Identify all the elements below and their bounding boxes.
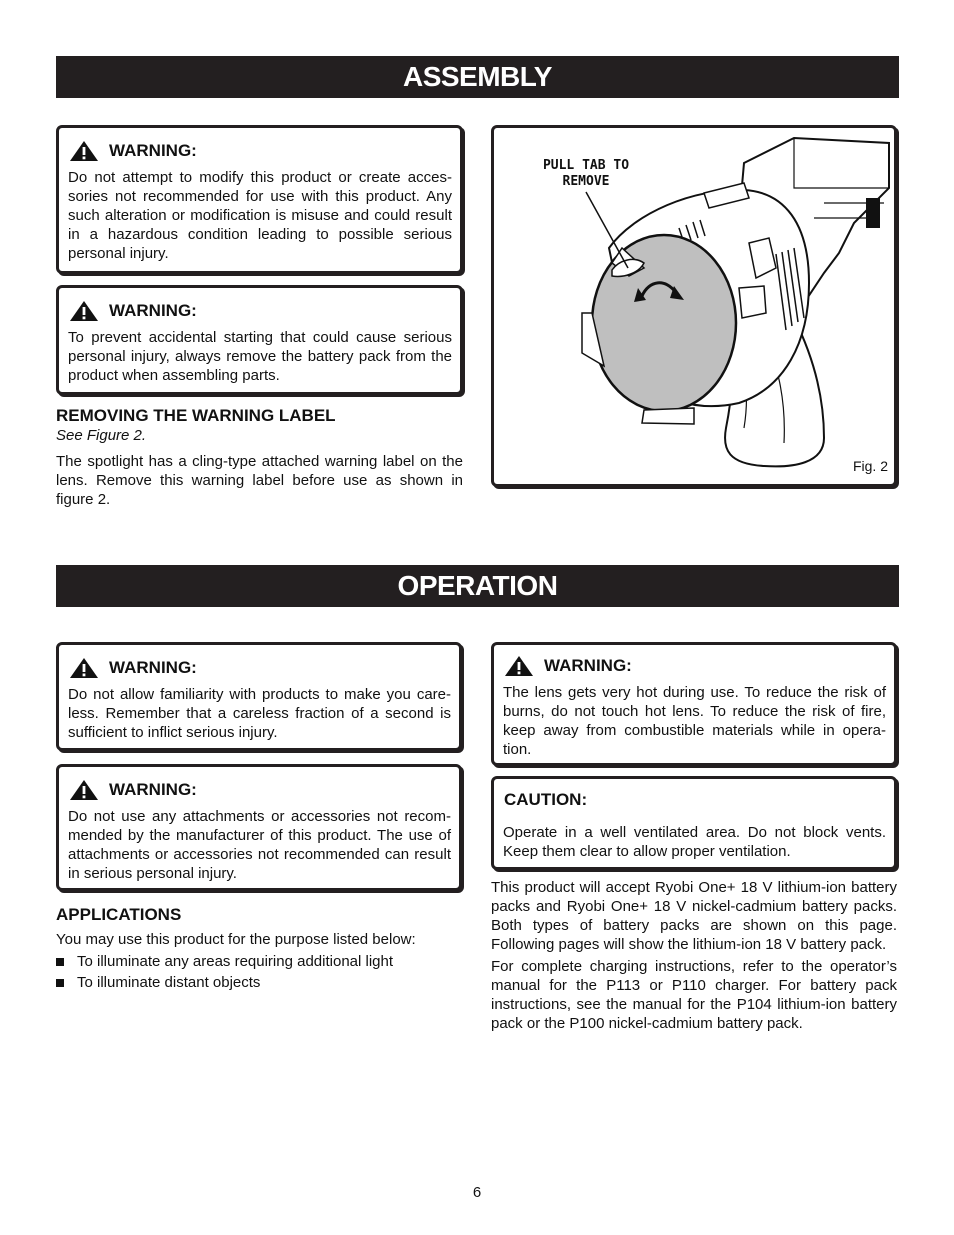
list-item-text: To illuminate distant objects	[77, 974, 261, 991]
caution-text: Operate in a well ventilated area. Do not block vents. Keep them clear to allow proper ventilation.	[503, 824, 886, 860]
applications-heading: APPLICATIONS	[56, 905, 182, 924]
figure-caption: Fig. 2	[852, 458, 888, 474]
warning-label: WARNING:	[109, 141, 197, 160]
warning-triangle-icon	[69, 140, 99, 162]
caution-box	[491, 776, 897, 870]
warning-label: WARNING:	[109, 658, 197, 677]
operation-warning-box-3	[491, 642, 897, 766]
removing-label-text: The spotlight has a cling-type attached warning label on the lens. Remove this warning label before use as shown in figure 2.	[56, 453, 463, 508]
warning-label: WARNING:	[544, 656, 632, 675]
battery-paragraph-2: For complete charging instructions, refer to the operator’s manual for the P113 or P110 charger. For battery pack instructions, see the manual for the P104 lithium-ion battery pack or the P100 nickel-cadmium battery pack.	[491, 958, 897, 1032]
warning-text: Do not use any attachments or accessories not recom-mended by the manufacturer of this product. The use of attachments or accessories not recommended can result in serious personal injury.	[68, 808, 451, 882]
list-item	[56, 974, 260, 991]
assembly-banner: ASSEMBLY	[56, 56, 899, 98]
warning-text: Do not allow familiarity with products to make you care-less. Remember that a careless fraction of a second is sufficient to inflict serious injury.	[68, 686, 451, 741]
callout-line-1: PULL TAB TO	[542, 158, 630, 173]
callout-line-2: REMOVE	[562, 174, 610, 189]
warning-text: To prevent accidental starting that could cause serious personal injury, always remove the battery pack from the product when assembling parts.	[68, 329, 452, 384]
operation-warning-box-1	[56, 642, 462, 751]
assembly-warning-box-2	[56, 285, 463, 395]
warning-triangle-icon	[69, 300, 99, 322]
assembly-warning-box-1	[56, 125, 463, 274]
bullet-square-icon	[56, 958, 64, 966]
operation-warning-box-2	[56, 764, 462, 891]
operation-banner: OPERATION	[56, 565, 899, 607]
battery-paragraph-1: This product will accept Ryobi One+ 18 V lithium-ion battery packs and Ryobi One+ 18 V nickel-cadmium battery packs. Both types of battery packs are shown on this page. Following pages will show the lithium-ion 18 V battery pack.	[491, 879, 897, 953]
warning-triangle-icon	[504, 655, 534, 677]
see-figure-reference: See Figure 2.	[56, 427, 147, 444]
figure-2	[491, 125, 897, 487]
page-number: 6	[472, 1184, 482, 1201]
list-item-text: To illuminate any areas requiring additional light	[77, 953, 394, 970]
warning-triangle-icon	[69, 779, 99, 801]
warning-text: The lens gets very hot during use. To reduce the risk of burns, do not touch hot lens. To reduce the risk of fire, keep away from combustible materials while in opera-tion.	[503, 684, 886, 758]
warning-triangle-icon	[69, 657, 99, 679]
warning-text: Do not attempt to modify this product or create acces-sories not recommended for use with this product. Any such alteration or modification is misuse and could result in a hazardous condition leading to possible serious personal injury.	[68, 169, 452, 262]
bullet-square-icon	[56, 979, 64, 987]
list-item	[56, 953, 393, 970]
warning-label: WARNING:	[109, 301, 197, 320]
removing-label-heading: REMOVING THE WARNING LABEL	[56, 406, 336, 425]
caution-label: CAUTION:	[504, 790, 588, 809]
warning-label: WARNING:	[109, 780, 197, 799]
applications-intro: You may use this product for the purpose listed below:	[56, 931, 416, 948]
figure-callout	[536, 158, 636, 190]
